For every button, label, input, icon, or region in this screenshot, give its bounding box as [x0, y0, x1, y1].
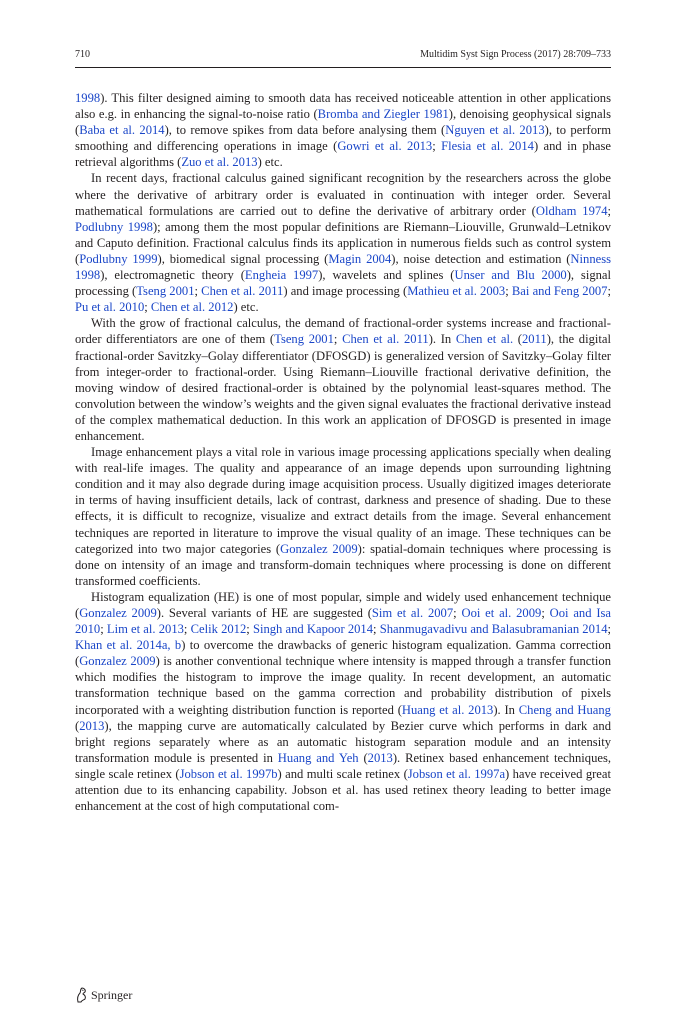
citation-link[interactable]: Ooi et al. 2009	[461, 606, 542, 620]
body-text: (	[75, 718, 80, 733]
body-text: ) and in phase retrieval algorithms (	[75, 139, 611, 170]
body-text: ) etc.	[257, 155, 283, 170]
body-text: ;	[607, 622, 611, 637]
citation-link[interactable]: Huang and Yeh	[277, 750, 359, 765]
body-text: ;	[333, 332, 343, 347]
citation-link[interactable]: Engheia 1997	[244, 268, 319, 283]
body-text: (	[358, 750, 368, 765]
citation-link[interactable]: Mathieu et al. 2003	[407, 284, 506, 299]
citation-link[interactable]: Podlubny 1998	[75, 219, 153, 234]
body-text: (	[513, 332, 522, 347]
citation-link[interactable]: Chen et al. 2012	[150, 300, 234, 315]
citation-link[interactable]: Tseng 2001	[136, 284, 195, 299]
running-header	[75, 45, 611, 65]
citation-link[interactable]: Podlubny 1999	[79, 251, 158, 266]
body-text: ), to remove spikes from data before analysing them (	[164, 123, 446, 138]
body-text: ). In	[493, 702, 519, 717]
body-text: ). This filter designed aiming to smooth data has received noticeable attention in other applications also e.g. in enhancing the signal-to-noise ratio (	[75, 91, 611, 122]
citation-link[interactable]: Huang et al. 2013	[401, 702, 494, 717]
body-text: ), biomedical signal processing (	[157, 251, 329, 266]
publisher-footer	[75, 985, 132, 1005]
body-text: Histogram equalization (HE) is one of most popular, simple and widely used enhancement technique (	[75, 589, 611, 620]
body-text: ;	[541, 606, 550, 620]
citation-link[interactable]: Singh and Kapoor 2014	[252, 622, 374, 637]
citation-link[interactable]: 2013	[367, 750, 393, 765]
header-rule	[75, 67, 611, 68]
body-text: ): spatial-domain techniques where processing is done on intensity of an image and transform-domain techniques where processing is done on different transformed coefficients.	[75, 541, 611, 588]
publisher-name: Springer	[91, 988, 133, 1002]
body-text: ;	[246, 622, 253, 637]
citation-link[interactable]: Bromba and Ziegler 1981	[317, 107, 449, 122]
body-text: ) have received great attention due to its enhancing capability. Jobson et al. has used retinex theory leading to better image enhancement at the cost of high computational com-	[75, 766, 611, 814]
citation-link[interactable]: Chen et al. 2011	[342, 332, 429, 347]
paragraph-4	[75, 444, 611, 589]
body-text: ;	[453, 606, 462, 620]
citation-link[interactable]: Oldham 1974	[535, 203, 608, 218]
body-text: ;	[144, 300, 151, 315]
springer-horse-icon	[75, 987, 88, 1003]
citation-link[interactable]: Jobson et al. 1997b	[179, 766, 278, 781]
body-text: ) and multi scale retinex (	[277, 766, 408, 781]
paragraph-5	[75, 589, 611, 814]
citation-link[interactable]: Gonzalez 2009	[79, 606, 157, 620]
body-text: ). Retinex based enhancement techniques, single scale retinex (	[75, 750, 612, 781]
body-text: ); among them the most popular definitions are Riemann–Liouville, Grunwald–Letnikov and Caputo definition. Fractional calculus finds its application in numerous fields such as control system (	[75, 219, 611, 266]
citation-link[interactable]: Sim et al. 2007	[371, 606, 454, 620]
citation-link[interactable]: Shanmugavadivu and Balasubramanian 2014	[379, 622, 608, 637]
citation-link[interactable]: Flesia et al. 2014	[441, 139, 534, 154]
citation-link[interactable]: Pu et al. 2010	[75, 300, 145, 315]
paragraph-2	[75, 170, 611, 315]
body-text: ;	[607, 203, 611, 218]
citation-link[interactable]: Tseng 2001	[274, 332, 334, 347]
body-text: ;	[432, 139, 442, 154]
body-text: ), electromagnetic theory (	[100, 268, 245, 283]
body-text: ). Several variants of HE are suggested (	[156, 606, 372, 620]
citation-link[interactable]: Ooi and Isa 2010	[75, 606, 612, 637]
citation-link[interactable]: Gonzalez 2009	[79, 654, 156, 669]
citation-link[interactable]: Jobson et al. 1997a	[407, 766, 506, 781]
body-text: ) is another conventional technique where intensity is mapped through a transfer function which modifies the histogram to improve the image quality. In recent development, an automatic transformation technique based on the gamma correction and probability distribution of pixels incorporated with a weighting distribution function is reported (	[75, 654, 611, 717]
body-text: ). In	[428, 332, 456, 347]
body-text: ), the mapping curve are automatically calculated by Bezier curve which performs in dark and bright regions separately where as an automatic histogram separation module and an intensity transformation module is presented in	[75, 718, 611, 765]
citation-link[interactable]: Chen et al.	[455, 332, 514, 347]
paragraph-3	[75, 315, 611, 444]
citation-link[interactable]: Gowri et al. 2013	[337, 139, 433, 154]
citation-link[interactable]: Celik 2012	[190, 622, 247, 637]
body-text: ;	[505, 284, 512, 299]
citation-link[interactable]: 2013	[79, 718, 105, 733]
citation-link[interactable]: 2011	[522, 332, 547, 347]
body-text: ;	[183, 622, 191, 637]
body-text: ), signal processing (	[75, 268, 612, 299]
body-text: Image enhancement plays a vital role in various image processing applications specially when dealing with real-life images. The quality and appearance of an image depends upon surrounding lightning condition and it may also degrade during image acquisition process. Usually digitized images deteriorate in terms of having insufficient details, lack of contrast, darkness and presence of shading. Due to these effects, it is difficult to recognize, visualize and extract details from the image. Several enhancement techniques are reported in literature to improve the visual quality of an image. These techniques can be categorized into two major categories (	[75, 445, 611, 556]
citation-link[interactable]: Gonzalez 2009	[280, 541, 358, 556]
body-text: With the grow of fractional calculus, the demand of fractional-order systems increase and fractional-order differentiators are one of them (	[75, 316, 611, 347]
citation-link[interactable]: Lim et al. 2013	[106, 622, 184, 637]
body-text: ) to overcome the drawbacks of generic histogram equalization. Gamma correction (	[75, 638, 611, 669]
citation-link[interactable]: Cheng and Huang	[518, 702, 611, 717]
citation-link[interactable]: Chen et al. 2011	[201, 284, 284, 299]
citation-link[interactable]: Magin 2004	[328, 251, 392, 266]
body-text: ), the digital fractional-order Savitzky–Golay differentiator (DFOSGD) is generalized version of Savitzky–Golay filter from integer-order to fractional-order. Using Riemann–Liouville fractional derivative definition, the moving window of desired fractional-order is obtained by the polynomial least-squares method. The convolution between the window’s weights and the given signal evaluates the fractional derivative instead of the complex mathematical deduction. In this work an application of DFOSGD is presented in image enhancement.	[75, 332, 611, 443]
body-text: ;	[373, 622, 380, 637]
body-text: ) etc.	[233, 300, 259, 315]
body-text: ), wavelets and splines (	[318, 268, 455, 283]
citation-link[interactable]: Khan et al. 2014a, b	[75, 638, 182, 653]
body-text: ) and image processing (	[283, 284, 408, 299]
citation-link[interactable]: Baba et al. 2014	[79, 123, 165, 138]
body-text: ), denoising geophysical signals (	[75, 107, 611, 138]
journal-citation: Multidim Syst Sign Process (2017) 28:709–733	[420, 49, 611, 60]
page-number: 710	[75, 49, 90, 60]
citation-link[interactable]: 1998	[75, 91, 101, 105]
paragraph-1	[75, 90, 611, 170]
body-text: ), to perform smoothing and differencing operations in image (	[75, 123, 611, 154]
citation-link[interactable]: Bai and Feng 2007	[511, 284, 608, 299]
body-text: ;	[607, 284, 611, 299]
body-text: ;	[194, 284, 202, 299]
body-text: ), noise detection and estimation (	[391, 251, 571, 266]
citation-link[interactable]: Nguyen et al. 2013	[445, 123, 545, 138]
citation-link[interactable]: Zuo et al. 2013	[181, 155, 258, 170]
article-body	[75, 90, 611, 814]
body-text: In recent days, fractional calculus gained significant recognition by the researchers across the globe where the derivative of arbitrary order is evaluated in continuation with integer order. Several mathematical formulations are carried out to define the derivative of arbitrary order (	[75, 171, 611, 218]
citation-link[interactable]: Ninness 1998	[75, 251, 612, 283]
body-text: ;	[100, 622, 107, 637]
citation-link[interactable]: Unser and Blu 2000	[454, 268, 567, 283]
